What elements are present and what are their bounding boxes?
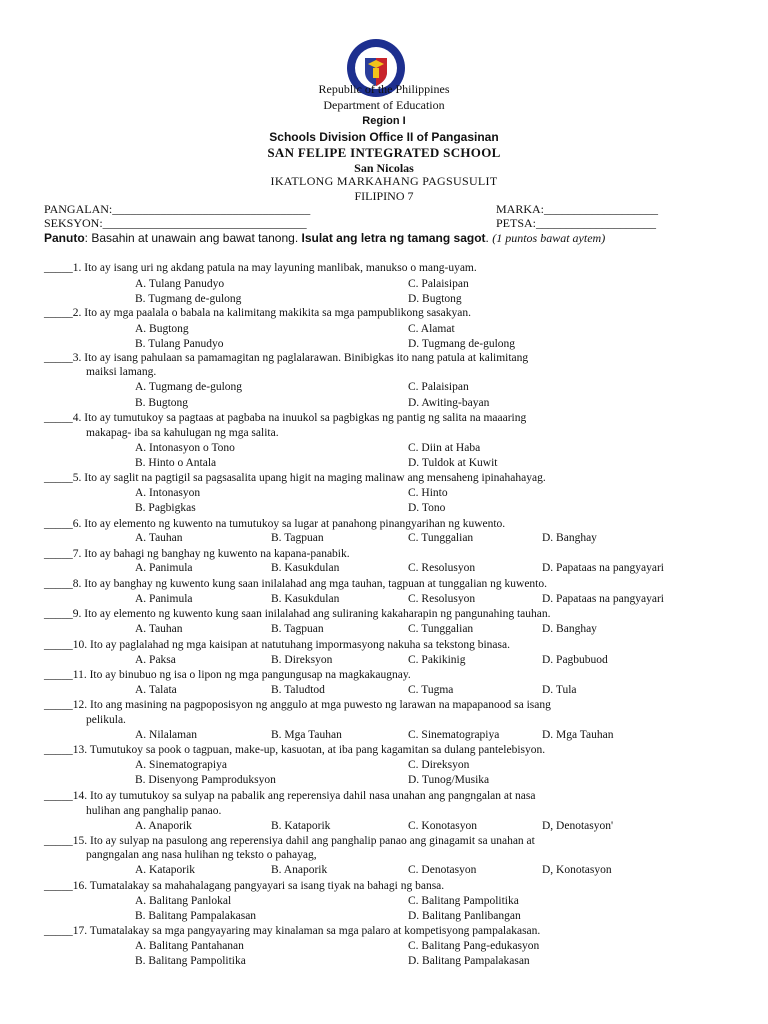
- question-14-text: _____14. Ito ay tumutukoy sa sulyap na pabalik ang reperensiya dahil nasa unahan ang pangngalan at nasa: [44, 790, 536, 802]
- department-line: Department of Education: [323, 98, 445, 112]
- question-3-text: _____3. Ito ay isang pahulaan sa pamamagitan ng paglalarawan. Binibigkas ito nang patula at kalimitang: [44, 352, 529, 364]
- question-10-option-c: C. Pakikinig: [408, 654, 466, 666]
- question-13-option-c: C. Direksyon: [408, 759, 470, 771]
- question-4-option-c: C. Diin at Haba: [408, 442, 481, 454]
- question-11-option-a: A. Talata: [135, 684, 177, 696]
- question-14-option-a: A. Anaporik: [135, 820, 192, 832]
- question-15-option-a: A. Kataporik: [135, 864, 196, 876]
- question-8-option-b: B. Kasukdulan: [271, 593, 340, 605]
- question-9-option-b: B. Tagpuan: [271, 623, 324, 635]
- question-15-option-b: B. Anaporik: [271, 864, 328, 876]
- question-2-option-a: A. Bugtong: [135, 323, 189, 335]
- question-11-text: _____11. Ito ay binubuo ng isa o lipon ng mga pangungusap na magkakaugnay.: [44, 669, 411, 681]
- question-12-option-d: D. Mga Tauhan: [542, 729, 614, 741]
- question-13-text: _____13. Tumutukoy sa pook o tagpuan, make-up, kasuotan, at iba pang kagamitan sa dulang pantelebisyon.: [44, 744, 546, 756]
- question-13-option-b: B. Disenyong Pamproduksyon: [135, 774, 276, 786]
- question-17-option-a: A. Balitang Pantahanan: [135, 940, 244, 952]
- question-4-continuation: makapag- iba sa kahulugan ng mga salita.: [86, 427, 279, 439]
- region-line: Region I: [362, 115, 406, 127]
- question-1-option-d: D. Bugtong: [408, 293, 462, 305]
- question-17-option-c: C. Balitang Pang-edukasyon: [408, 940, 540, 952]
- question-15-continuation: pangngalan ang nasa hulihan ng teksto o pahayag,: [86, 849, 317, 861]
- town-line: San Nicolas: [354, 161, 414, 175]
- question-3-option-a: A. Tugmang de-gulong: [135, 381, 243, 393]
- question-8-option-a: A. Panimula: [135, 593, 193, 605]
- question-16-text: _____16. Tumatalakay sa mahahalagang pangyayari sa isang tiyak na bahagi ng bansa.: [44, 880, 445, 892]
- question-10-text: _____10. Ito ay paglalahad ng mga kaisipan at natutuhang impormasyong nakuha sa tekstong binasa.: [44, 639, 510, 651]
- subject-line: FILIPINO 7: [354, 189, 414, 203]
- question-5-text: _____5. Ito ay saglit na pagtigil sa pagsasalita upang higit na maging malinaw ang mensaheng ipinahahayag.: [44, 472, 546, 484]
- directions-text: : Basahin at unawain ang bawat tanong.: [84, 231, 302, 245]
- question-12-option-b: B. Mga Tauhan: [271, 729, 342, 741]
- question-11-option-c: C. Tugma: [408, 684, 454, 696]
- question-7-text: _____7. Ito ay bahagi ng banghay ng kuwento na kapana-panabik.: [44, 548, 350, 560]
- question-6-text: _____6. Ito ay elemento ng kuwento na tumutukoy sa lugar at panahong pinangyarihan ng kuwento.: [44, 518, 506, 530]
- question-10-option-d: D. Pagbubuod: [542, 654, 608, 666]
- question-15-text: _____15. Ito ay sulyap na pasulong ang reperensiya dahil ang panghalip panao ang ginagamit sa unahan at: [44, 835, 535, 847]
- question-8-option-c: C. Resolusyon: [408, 593, 476, 605]
- question-1-text: _____1. Ito ay isang uri ng akdang patula na may layuning manlibak, manukso o mang-uyam.: [44, 262, 477, 274]
- question-9-option-d: D. Banghay: [542, 623, 597, 635]
- question-7-option-a: A. Panimula: [135, 562, 193, 574]
- question-6-option-b: B. Tagpuan: [271, 532, 324, 544]
- question-9-option-a: A. Tauhan: [135, 623, 183, 635]
- question-16-option-d: D. Balitang Panlibangan: [408, 910, 521, 922]
- question-7-option-c: C. Resolusyon: [408, 562, 476, 574]
- question-13-option-a: A. Sinematograpiya: [135, 759, 227, 771]
- question-11-option-d: D. Tula: [542, 684, 577, 696]
- question-7-option-b: B. Kasukdulan: [271, 562, 340, 574]
- question-5-option-a: A. Intonasyon: [135, 487, 201, 499]
- question-16-option-c: C. Balitang Pampolitika: [408, 895, 519, 907]
- question-16-option-a: A. Balitang Panlokal: [135, 895, 232, 907]
- question-12-text: _____12. Ito ang masining na pagpoposisyon ng anggulo at mga puwesto ng larawan na mapapanood sa isang: [44, 699, 551, 711]
- question-15-option-d: D, Konotasyon: [542, 864, 612, 876]
- question-17-option-d: D. Balitang Pampalakasan: [408, 955, 530, 967]
- directions-label: Panuto: [44, 231, 85, 245]
- school-name: SAN FELIPE INTEGRATED SCHOOL: [267, 145, 501, 160]
- question-16-option-b: B. Balitang Pampalakasan: [135, 910, 257, 922]
- question-4-text: _____4. Ito ay tumutukoy sa pagtaas at pagbaba na inuukol sa pagbigkas ng pantig ng salita na maaaring: [44, 412, 527, 424]
- score-field[interactable]: MARKA:___________________: [496, 202, 659, 216]
- question-14-option-c: C. Konotasyon: [408, 820, 477, 832]
- question-3-option-d: D. Awiting-bayan: [408, 397, 490, 409]
- question-10-option-a: A. Paksa: [135, 654, 176, 666]
- question-5-option-d: D. Tono: [408, 502, 446, 514]
- question-2-option-d: D. Tugmang de-gulong: [408, 338, 516, 350]
- directions: [44, 231, 605, 246]
- division-line: Schools Division Office II of Pangasinan: [269, 130, 499, 144]
- section-field[interactable]: SEKSYON:__________________________________: [44, 216, 307, 230]
- question-6-option-a: A. Tauhan: [135, 532, 183, 544]
- question-6-option-d: D. Banghay: [542, 532, 597, 544]
- question-5-option-b: B. Pagbigkas: [135, 502, 196, 514]
- question-9-text: _____9. Ito ay elemento ng kuwento kung saan inilalahad ang suliraning kakaharapin ng pangunahing tauhan.: [44, 608, 551, 620]
- question-4-option-a: A. Intonasyon o Tono: [135, 442, 235, 454]
- question-6-option-c: C. Tunggalian: [408, 532, 474, 544]
- question-12-option-a: A. Nilalaman: [135, 729, 197, 741]
- directions-dot: .: [485, 231, 493, 245]
- question-5-option-c: C. Hinto: [408, 487, 448, 499]
- question-2-option-c: C. Alamat: [408, 323, 455, 335]
- directions-bold: Isulat ang letra ng tamang sagot: [301, 231, 486, 245]
- directions-note: (1 puntos bawat aytem): [492, 231, 606, 245]
- question-3-option-b: B. Bugtong: [135, 397, 189, 409]
- question-17-option-b: B. Balitang Pampolitika: [135, 955, 246, 967]
- question-11-option-b: B. Taludtod: [271, 684, 325, 696]
- exam-title: IKATLONG MARKAHANG PAGSUSULIT: [270, 174, 498, 188]
- question-12-continuation: pelikula.: [86, 714, 126, 726]
- name-field[interactable]: PANGALAN:_________________________________: [44, 202, 311, 216]
- date-field[interactable]: PETSA:____________________: [496, 216, 657, 230]
- question-3-option-c: C. Palaisipan: [408, 381, 469, 393]
- question-9-option-c: C. Tunggalian: [408, 623, 474, 635]
- question-1-option-a: A. Tulang Panudyo: [135, 278, 225, 290]
- question-3-continuation: maiksi lamang.: [86, 366, 157, 378]
- question-4-option-b: B. Hinto o Antala: [135, 457, 217, 469]
- question-14-option-d: D, Denotasyon': [542, 820, 614, 832]
- question-4-option-d: D. Tuldok at Kuwit: [408, 457, 498, 469]
- question-8-option-d: D. Papataas na pangyayari: [542, 593, 664, 605]
- question-14-continuation: hulihan ang panghalip panao.: [86, 805, 222, 817]
- question-10-option-b: B. Direksyon: [271, 654, 333, 666]
- question-2-option-b: B. Tulang Panudyo: [135, 338, 224, 350]
- question-17-text: _____17. Tumatalakay sa mga pangyayaring may kinalaman sa mga palaro at kompetisyong pampalakasan.: [44, 925, 541, 937]
- question-1-option-b: B. Tugmang de-gulong: [135, 293, 242, 305]
- question-2-text: _____2. Ito ay mga paalala o babala na kalimitang makikita sa mga pampublikong sasakyan.: [44, 307, 471, 319]
- country-line: Republic of the Philippines: [318, 82, 450, 96]
- question-7-option-d: D. Papataas na pangyayari: [542, 562, 664, 574]
- question-12-option-c: C. Sinematograpiya: [408, 729, 500, 741]
- question-14-option-b: B. Kataporik: [271, 820, 331, 832]
- question-8-text: _____8. Ito ay banghay ng kuwento kung saan inilalahad ang mga tauhan, tagpuan at tunggalian ng kuwento.: [44, 578, 548, 590]
- question-1-option-c: C. Palaisipan: [408, 278, 469, 290]
- question-15-option-c: C. Denotasyon: [408, 864, 477, 876]
- question-13-option-d: D. Tunog/Musika: [408, 774, 490, 786]
